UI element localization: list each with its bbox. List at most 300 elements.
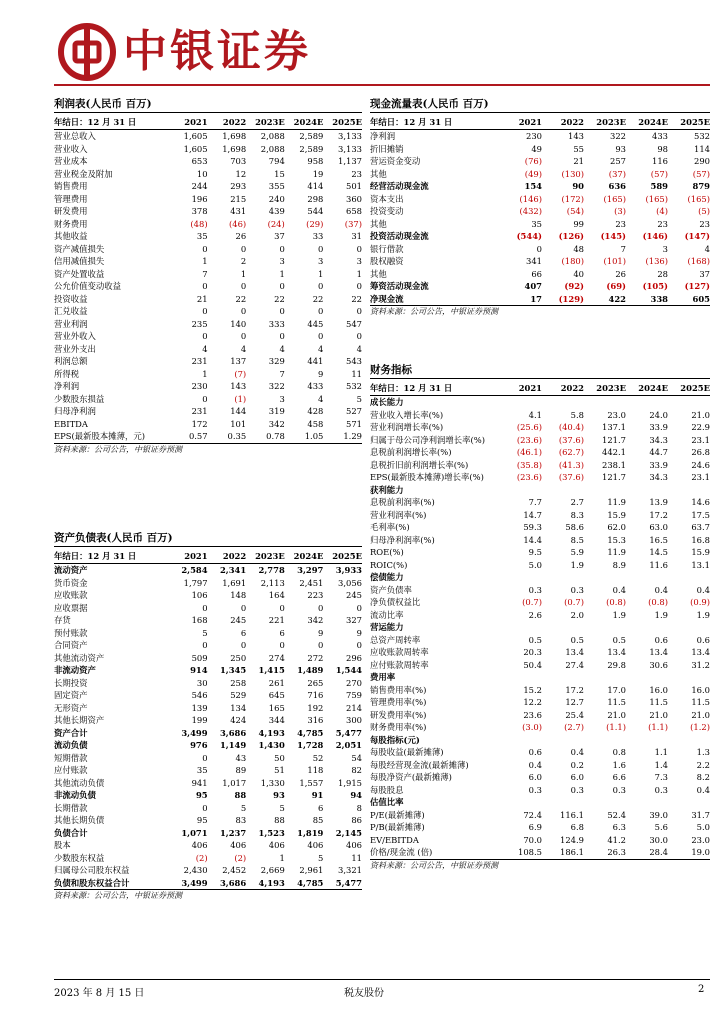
income-title: 利润表(人民币 百万) <box>54 98 152 110</box>
balance-cell: 4,785 <box>285 877 324 890</box>
balance-cell: 0 <box>202 640 208 650</box>
ratios-cell: 1.9 <box>612 609 626 620</box>
balance-cell: 1,430 <box>258 740 285 750</box>
income-cell: 1.05 <box>285 430 324 443</box>
cashflow-cell: (69) <box>606 281 626 291</box>
income-cell: 231 <box>191 406 208 416</box>
income-cell: 2 <box>240 256 247 266</box>
income-cell: 0 <box>202 306 208 316</box>
ratios-row-label: 营业利润增长率(%) <box>370 422 444 432</box>
income-cell: 12 <box>235 168 247 179</box>
income-cell: (37) <box>344 218 362 229</box>
cashflow-row-label: 资本支出 <box>370 193 404 204</box>
ratios-cell: (0.8) <box>606 597 626 607</box>
balance-cell: 3,297 <box>297 565 324 575</box>
balance-cell: 95 <box>195 790 208 800</box>
balance-header-cell: 2021 <box>169 549 208 564</box>
balance-cell: 214 <box>346 702 362 713</box>
balance-header-cell: 2025E <box>323 549 362 564</box>
income-row <box>54 380 362 393</box>
ratios-cell: 58.6 <box>565 522 584 532</box>
income-cell: 7 <box>279 368 285 379</box>
ratios-row <box>370 759 710 772</box>
ratios-cell: 442.1 <box>602 447 626 457</box>
ratios-cell: 116.1 <box>560 809 584 820</box>
ratios-cell: 6.3 <box>612 822 626 832</box>
ratios-cell: 30.0 <box>649 834 668 845</box>
ratios-row <box>370 584 710 597</box>
cashflow-cell: 35 <box>531 218 542 229</box>
income-row-label: 归母净利润 <box>54 406 96 416</box>
ratios-row-label: 偿债能力 <box>370 572 404 582</box>
ratios-row <box>370 771 710 784</box>
ratios-row-label: 毛利率(%) <box>370 522 410 532</box>
balance-cell: 6 <box>240 627 247 638</box>
balance-cell: 270 <box>346 677 362 688</box>
income-row-label: 少数股东损益 <box>54 393 105 404</box>
balance-cell: 52 <box>312 752 324 763</box>
balance-cell: 4,785 <box>297 727 324 738</box>
balance-cell: 0 <box>240 602 247 613</box>
balance-row <box>54 764 362 777</box>
income-row <box>54 268 362 281</box>
ratios-row-label: 每股股息 <box>370 784 404 795</box>
ratios-cell: (62.7) <box>558 447 584 457</box>
cashflow-row <box>370 243 710 256</box>
ratios-cell: 6.8 <box>570 822 584 832</box>
ratios-cell <box>542 796 584 809</box>
income-cell: 15 <box>274 168 285 179</box>
balance-row <box>54 564 362 577</box>
ratios-cell: (37.6) <box>558 472 584 482</box>
ratios-cell: 5.8 <box>570 409 584 420</box>
income-row-label: 公允价值变动收益 <box>54 281 121 291</box>
balance-header-cell: 年结日：12 月 31 日 <box>54 549 169 564</box>
balance-cell: 88 <box>234 790 247 800</box>
income-cell: 1 <box>356 268 362 279</box>
ratios-row-label: 每股收益(最新摊薄) <box>370 747 444 757</box>
balance-cell: 1,149 <box>219 740 247 750</box>
cashflow-row <box>370 130 710 143</box>
income-cell: 9 <box>318 368 324 379</box>
balance-cell: 4,193 <box>246 877 285 890</box>
cashflow-row <box>370 180 710 193</box>
income-row <box>54 280 362 293</box>
ratios-cell <box>584 484 626 497</box>
income-row <box>54 168 362 181</box>
income-cell: 0 <box>202 393 208 404</box>
ratios-cell: 17.5 <box>691 509 710 520</box>
balance-cell: 1,330 <box>260 777 285 788</box>
ratios-row <box>370 846 710 859</box>
income-cell: 0 <box>202 243 208 254</box>
cashflow-cell: (180) <box>561 256 584 266</box>
balance-cell: 1,345 <box>219 665 247 675</box>
ratios-row <box>370 459 710 472</box>
ratios-cell: 0.4 <box>696 584 710 595</box>
cashflow-row-label: 银行借款 <box>370 243 404 254</box>
balance-cell: 406 <box>191 840 208 850</box>
ratios-row-label: 每股指标(元) <box>370 734 420 745</box>
ratios-row <box>370 634 710 647</box>
income-cell: 547 <box>346 318 362 329</box>
cashflow-cell: (37) <box>608 168 626 179</box>
balance-cell: 3,686 <box>208 877 247 890</box>
income-cell: 298 <box>307 193 324 204</box>
income-cell: 445 <box>307 318 324 329</box>
cashflow-row-label: 营运资金变动 <box>370 156 421 166</box>
ratios-cell: 23.6 <box>523 709 542 720</box>
cashflow-cell: 114 <box>694 143 710 154</box>
balance-cell: 0 <box>318 602 324 613</box>
balance-cell: 3,499 <box>181 727 208 738</box>
income-cell: 4 <box>356 343 362 354</box>
income-section <box>54 96 362 456</box>
balance-row-label: 归属母公司股东权益 <box>54 865 130 875</box>
cashflow-cell: 17 <box>500 293 542 306</box>
ratios-cell: 7.7 <box>528 497 542 507</box>
balance-cell: 5,477 <box>335 727 362 738</box>
income-row <box>54 205 362 218</box>
balance-cell: 1,797 <box>183 577 208 588</box>
cashflow-row-label: 投资活动现金流 <box>370 231 429 241</box>
balance-cell: 406 <box>307 840 324 850</box>
ratios-cell: 13.9 <box>649 497 668 507</box>
ratios-cell: 31.2 <box>691 659 710 670</box>
income-cell: 244 <box>191 181 208 191</box>
income-cell: 3 <box>318 256 324 266</box>
balance-row <box>54 652 362 665</box>
balance-cell: 91 <box>311 790 324 800</box>
cashflow-cell: 322 <box>610 131 626 141</box>
ratios-row-label: 归属于母公司净利润增长率(%) <box>370 434 485 445</box>
ratios-cell <box>500 571 542 584</box>
balance-cell: 9 <box>356 627 362 638</box>
ratios-cell: 63.7 <box>691 522 710 532</box>
ratios-row-label: 息税前利润增长率(%) <box>370 447 452 457</box>
ratios-cell: 6.0 <box>570 772 584 782</box>
income-cell: 571 <box>346 418 362 429</box>
cashflow-row <box>370 143 710 156</box>
cashflow-row-label: 投资变动 <box>370 206 404 216</box>
balance-row <box>54 727 362 740</box>
ratios-cell: (37.6) <box>558 434 584 445</box>
balance-row <box>54 802 362 815</box>
balance-source: 资料来源：公司公告，中银证券预测 <box>54 891 182 900</box>
ratios-cell: 29.8 <box>607 659 626 670</box>
balance-cell: 221 <box>268 615 285 625</box>
income-cell: 31 <box>351 231 362 241</box>
balance-cell: 0 <box>202 802 208 813</box>
income-cell: 0 <box>240 243 247 254</box>
income-cell: 1 <box>202 368 208 379</box>
balance-cell: 118 <box>307 765 324 775</box>
cashflow-cell: 257 <box>610 156 626 166</box>
ratios-cell: 44.7 <box>649 447 668 457</box>
ratios-cell <box>626 396 668 409</box>
ratios-cell: 15.9 <box>607 509 626 520</box>
income-cell: 3,133 <box>338 131 362 141</box>
balance-row-label: 应付账款 <box>54 765 88 775</box>
ratios-cell: 11.5 <box>649 697 668 707</box>
balance-cell: 3,686 <box>219 727 247 738</box>
ratios-cell: 0.3 <box>528 584 542 595</box>
income-cell: 0 <box>202 281 208 291</box>
balance-cell: 192 <box>307 702 324 713</box>
income-row-label: 利润总额 <box>54 356 88 366</box>
balance-cell: (2) <box>234 852 247 863</box>
ratios-cell: 21.0 <box>649 709 668 720</box>
balance-cell: 6 <box>318 802 324 813</box>
ratios-cell: 6.9 <box>528 822 542 832</box>
balance-row <box>54 752 362 765</box>
balance-cell: 1,544 <box>335 665 362 675</box>
balance-cell: 1,071 <box>181 827 208 838</box>
ratios-cell: 4.1 <box>528 409 542 420</box>
income-cell: 10 <box>196 168 208 179</box>
ratios-cell: 0.8 <box>612 747 626 757</box>
balance-cell: 3,499 <box>169 877 208 890</box>
balance-row <box>54 789 362 802</box>
cashflow-cell: (146) <box>519 193 542 204</box>
ratios-cell <box>584 571 626 584</box>
cashflow-cell: (92) <box>564 281 584 291</box>
ratios-row <box>370 609 710 622</box>
ratios-cell <box>500 484 542 497</box>
income-row <box>54 193 362 206</box>
income-table <box>54 115 362 444</box>
income-cell: 439 <box>268 206 285 216</box>
income-cell: 0 <box>318 281 324 291</box>
ratios-cell <box>668 671 710 684</box>
balance-cell: 30 <box>196 677 208 688</box>
income-cell: 653 <box>191 156 208 166</box>
ratios-row-label: P/E(最新摊薄) <box>370 809 425 820</box>
ratios-row <box>370 684 710 697</box>
ratios-cell: 8.3 <box>570 509 584 520</box>
ratios-cell: 1.4 <box>654 759 668 770</box>
ratios-cell <box>542 396 584 409</box>
balance-cell: 83 <box>235 815 247 825</box>
cashflow-row-label: 其他 <box>370 218 387 229</box>
ratios-cell: 21.0 <box>691 709 710 720</box>
ratios-row-label: 财务费用率(%) <box>370 722 427 732</box>
income-cell: 544 <box>307 206 324 216</box>
income-cell: 143 <box>230 381 247 391</box>
ratios-cell: 2.0 <box>570 609 584 620</box>
ratios-row <box>370 834 710 847</box>
balance-row-label: 其他长期资产 <box>54 715 105 725</box>
balance-row <box>54 814 362 827</box>
income-cell: 1,605 <box>183 143 208 154</box>
ratios-cell <box>668 734 710 747</box>
income-cell: 0 <box>318 243 324 254</box>
ratios-cell: 20.3 <box>523 647 542 657</box>
ratios-cell <box>668 396 710 409</box>
ratios-cell: 11.5 <box>607 697 626 707</box>
balance-cell: 88 <box>274 815 285 825</box>
ratios-row-label: 管理费用率(%) <box>370 697 427 707</box>
balance-row <box>54 664 362 677</box>
cashflow-cell: 28 <box>657 268 668 279</box>
income-header-cell: 2024E <box>285 115 324 130</box>
ratios-cell: 137.1 <box>602 422 626 432</box>
ratios-row-label: 净负债权益比 <box>370 597 421 607</box>
income-row-label: 营业外支出 <box>54 343 96 354</box>
ratios-row-label: 营业利润率(%) <box>370 509 427 520</box>
ratios-cell: 14.4 <box>523 534 542 545</box>
ratios-cell <box>668 484 710 497</box>
income-row <box>54 305 362 318</box>
cashflow-row-label: 经营活动现金流 <box>370 181 429 191</box>
ratios-row-label: 归母净利润率(%) <box>370 534 435 545</box>
balance-cell: 261 <box>268 677 285 688</box>
ratios-cell: 12.2 <box>523 697 542 707</box>
ratios-row <box>370 821 710 834</box>
balance-cell: 2,584 <box>181 565 208 575</box>
ratios-cell: 28.4 <box>626 846 668 859</box>
ratios-cell <box>500 796 542 809</box>
cashflow-cell: 3 <box>662 243 668 254</box>
income-cell: 240 <box>268 193 285 204</box>
ratios-cell: 25.4 <box>565 709 584 720</box>
ratios-row-label: 总资产周转率 <box>370 634 421 645</box>
balance-row-label: 其他流动资产 <box>54 652 105 663</box>
cashflow-cell: 433 <box>652 131 668 141</box>
income-cell: 23 <box>351 168 362 179</box>
income-cell: 293 <box>230 181 247 191</box>
ratios-cell <box>500 671 542 684</box>
ratios-cell: 0.4 <box>528 759 542 770</box>
ratios-row <box>370 596 710 609</box>
income-cell: 2,088 <box>260 131 285 141</box>
ratios-cell: 1.6 <box>612 759 626 770</box>
cashflow-cell: 98 <box>657 143 668 154</box>
cashflow-row <box>370 280 710 293</box>
balance-table <box>54 549 362 890</box>
ratios-row-label: EPS(最新股本摊薄)增长率(%) <box>370 472 484 482</box>
ratios-cell: 124.9 <box>560 834 584 845</box>
balance-cell: 43 <box>235 752 247 763</box>
cashflow-cell: (129) <box>542 293 584 306</box>
ratios-cell: 0.4 <box>612 584 626 595</box>
cashflow-row <box>370 155 710 168</box>
ratios-row <box>370 421 710 434</box>
balance-row <box>54 877 362 890</box>
balance-cell: 85 <box>312 815 324 825</box>
ratios-row <box>370 471 710 484</box>
cashflow-cell: 7 <box>620 243 626 254</box>
balance-cell: 1,237 <box>219 827 247 838</box>
cashflow-cell: (172) <box>561 193 584 204</box>
cashflow-cell: 0 <box>536 243 542 254</box>
ratios-cell: 0.2 <box>570 759 584 770</box>
ratios-row <box>370 509 710 522</box>
ratios-cell: 5.9 <box>570 547 584 557</box>
income-cell: 140 <box>230 318 247 329</box>
ratios-cell: 0.5 <box>570 634 584 645</box>
balance-row-label: 非流动负债 <box>54 790 96 800</box>
cashflow-cell: 341 <box>526 256 542 266</box>
cashflow-cell: (127) <box>684 281 710 291</box>
cashflow-cell: (3) <box>614 206 626 216</box>
ratios-row <box>370 409 710 422</box>
income-cell: 658 <box>346 206 362 216</box>
income-cell: 5 <box>356 393 362 404</box>
income-cell: 0 <box>279 281 285 291</box>
cashflow-cell: (544) <box>516 231 542 241</box>
ratios-cell: 1.1 <box>654 747 668 757</box>
ratios-cell: (0.9) <box>690 597 710 607</box>
ratios-cell: 50.4 <box>523 659 542 670</box>
income-cell: 0 <box>240 306 247 316</box>
balance-header-cell: 2022 <box>208 549 247 564</box>
cashflow-cell: 879 <box>692 181 710 191</box>
balance-cell: 645 <box>268 690 285 700</box>
ratios-cell: (0.8) <box>648 597 668 607</box>
cashflow-row <box>370 268 710 281</box>
ratios-cell <box>500 396 542 409</box>
cashflow-cell: (4) <box>656 206 668 216</box>
cashflow-cell: (101) <box>603 256 626 266</box>
income-cell: 4 <box>318 343 324 354</box>
income-row <box>54 243 362 256</box>
ratios-cell <box>584 671 626 684</box>
cashflow-cell: (168) <box>687 256 710 266</box>
cashflow-header-cell: 年结日：12 月 31 日 <box>370 115 500 130</box>
income-row <box>54 330 362 343</box>
income-cell: 1 <box>279 268 285 279</box>
balance-cell: 5 <box>202 627 208 638</box>
balance-cell: 50 <box>274 752 285 763</box>
ratios-cell: 0.6 <box>696 634 710 645</box>
income-header-cell: 2023E <box>246 115 285 130</box>
income-row-label: 营业收入 <box>54 143 88 154</box>
balance-cell: 272 <box>307 652 324 663</box>
ratios-cell: 63.0 <box>649 522 668 532</box>
ratios-cell: 16.0 <box>649 684 668 695</box>
income-row-label: 营业外收入 <box>54 331 96 341</box>
ratios-header-cell: 年结日：12 月 31 日 <box>370 381 500 396</box>
cashflow-header-cell: 2024E <box>626 115 668 130</box>
balance-row <box>54 589 362 602</box>
ratios-row <box>370 559 710 572</box>
income-cell: 37 <box>274 231 285 241</box>
balance-row <box>54 602 362 615</box>
income-cell: 137 <box>230 356 247 366</box>
balance-cell: 95 <box>196 815 208 825</box>
ratios-cell: 13.4 <box>691 647 710 657</box>
ratios-row-label: 销售费用率(%) <box>370 684 427 695</box>
balance-cell: 258 <box>230 677 247 688</box>
income-cell: 431 <box>230 206 247 216</box>
cashflow-row-label: 其他 <box>370 168 387 179</box>
balance-cell: 1,557 <box>299 777 324 788</box>
ratios-cell: 1.9 <box>696 609 710 620</box>
income-cell: 342 <box>268 418 285 429</box>
ratios-cell: 9.5 <box>528 547 542 557</box>
ratios-row-label: 每股净资产(最新摊薄) <box>370 772 452 782</box>
balance-header-cell: 2024E <box>285 549 324 564</box>
balance-row <box>54 839 362 852</box>
ratios-row <box>370 521 710 534</box>
income-cell: (29) <box>306 218 324 229</box>
income-row-label: 营业利润 <box>54 318 88 329</box>
ratios-cell: 16.8 <box>691 534 710 545</box>
cashflow-cell: (57) <box>650 168 668 179</box>
income-row-label: EBITDA <box>54 418 88 429</box>
ratios-cell: 13.4 <box>649 647 668 657</box>
